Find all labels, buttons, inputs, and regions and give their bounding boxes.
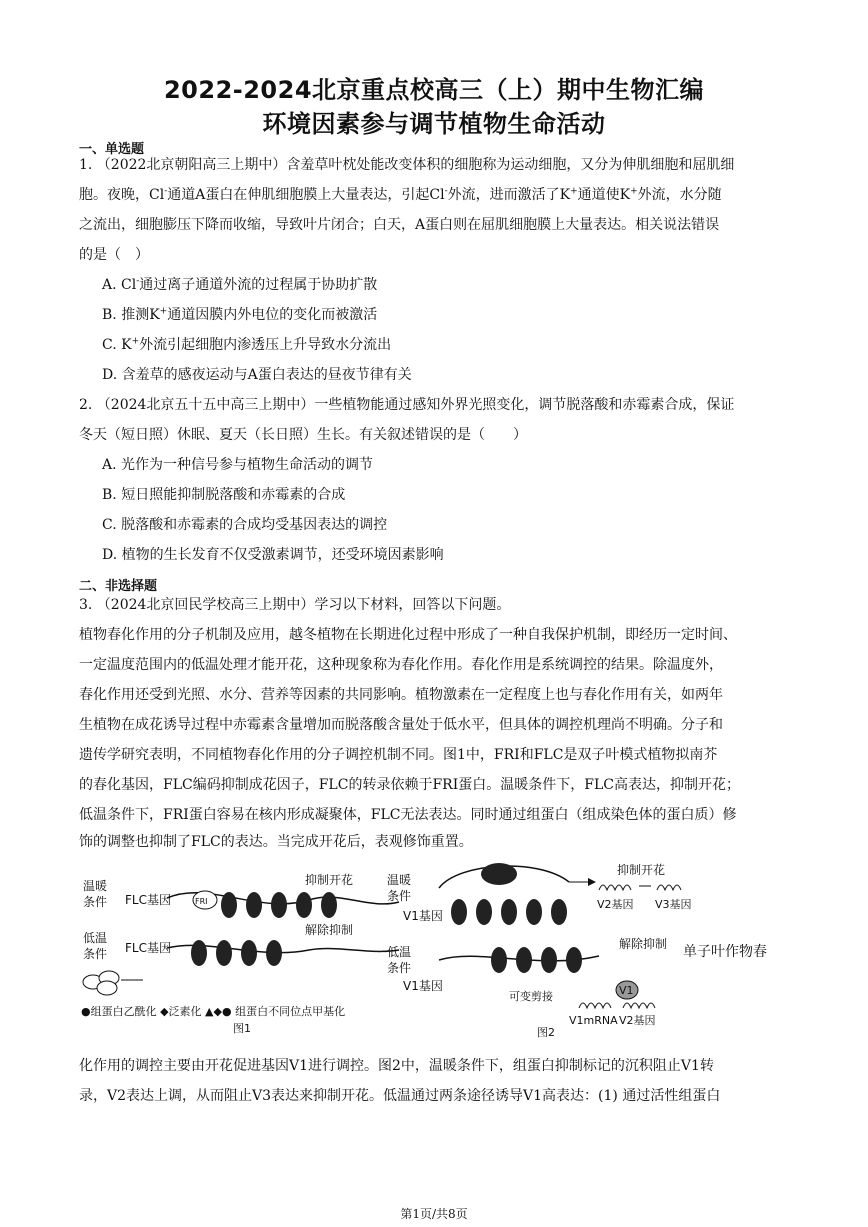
fig2-v3-gene: V3基因 xyxy=(655,898,692,911)
figures-1-2 xyxy=(79,860,799,1040)
page-footer: 第1页/共8页 xyxy=(400,1207,468,1221)
q3-passage-line10: 录，V2表达上调，从而阻止V3表达来抑制开花。低温通过两条途径诱导V1高表达：(1) 通过活性组蛋白 xyxy=(79,1088,721,1104)
fig1-warm-label-1: 温暖 xyxy=(83,879,108,893)
fig1-warm-label-2: 条件 xyxy=(83,895,108,909)
q3-stem-line1: 3. （2024北京回民学校高三上期中）学习以下材料，回答以下问题。 xyxy=(79,597,511,613)
fig2-v1-gene-bottom: V1基因 xyxy=(403,979,443,993)
fig2-v1-gene-top: V1基因 xyxy=(403,909,443,923)
q1-option-a: A. Cl-通过离子通道外流的过程属于协助扩散 xyxy=(102,276,378,293)
q3-passage-line2: 一定温度范围内的低温处理才能开花，这种现象称为春化作用。春化作用是系统调控的结果。除温度外， xyxy=(79,657,723,673)
fig1-flc-gene-top: FLC基因 xyxy=(125,893,171,907)
q1-option-d: D. 含羞草的感夜运动与A蛋白表达的昼夜节律有关 xyxy=(102,367,412,383)
fig2-v2-gene-bottom: V2基因 xyxy=(619,1014,656,1027)
fig2-release-label: 解除抑制 xyxy=(619,937,668,951)
q3-passage-line1: 植物春化作用的分子机制及应用，越冬植物在长期进化过程中形成了一种自我保护机制，即经历一定时间、 xyxy=(79,627,737,643)
fig2-v2-gene-top: V2基因 xyxy=(597,898,634,911)
fig2-nucleosomes-top xyxy=(451,899,567,925)
q2-option-c: C. 脱落酸和赤霉素的合成均受基因表达的调控 xyxy=(102,517,388,533)
q2-option-a: A. 光作为一种信号参与植物生命活动的调节 xyxy=(102,457,374,473)
q2-option-b: B. 短日照能抑制脱落酸和赤霉素的合成 xyxy=(102,487,346,503)
q1-stem-line1: 1. （2022北京朝阳高三上期中）含羞草叶枕处能改变体积的细胞称为运动细胞，又分为伸肌细胞和屈肌细 xyxy=(79,157,735,173)
fig1-fri-condensate xyxy=(83,971,119,995)
fig1-release-label: 解除抑制 xyxy=(305,923,354,937)
figure-1 xyxy=(81,872,399,1035)
fig1-cold-label-1: 低温 xyxy=(83,931,108,945)
q3-passage-line4: 生植物在成花诱导过程中赤霉素含量增加而脱落酸含量处于低水平，但具体的调控机理尚不明确。分子和 xyxy=(79,717,723,733)
fig2-splice-label: 可变剪接 xyxy=(509,990,553,1003)
fig2-repressor-complex xyxy=(481,863,517,885)
q2-stem-line1: 2. （2024北京五十五中高三上期中）一些植物能通过感知外界光照变化，调节脱落酸和赤霉素合成，保证 xyxy=(79,397,735,413)
q3-passage-line5: 遗传学研究表明，不同植物春化作用的分子调控机制不同。图1中，FRI和FLC是双子叶模式植物拟南芥 xyxy=(79,747,718,763)
fig1-cold-label-2: 条件 xyxy=(83,947,108,961)
fig2-v1-label: V1 xyxy=(619,984,634,997)
q1-stem-line2: 胞。夜晚，Cl-通道A蛋白在伸肌细胞膜上大量表达，引起Cl-外流，进而激活了K+通道使K+外流，水分随 xyxy=(79,186,722,203)
section-heading-single-choice: 一、单选题 xyxy=(79,142,145,157)
q1-stem-line4: 的是（ ） xyxy=(79,247,149,263)
fig2-warm-label-1: 温暖 xyxy=(387,873,412,887)
fig2-v1mrna: V1mRNA xyxy=(569,1014,618,1027)
fig2-caption: 图2 xyxy=(537,1026,555,1039)
fig1-caption: 图1 xyxy=(233,1022,251,1035)
section-heading-non-choice: 二、非选择题 xyxy=(79,579,158,594)
fig1-inhibit-label: 抑制开花 xyxy=(305,873,354,887)
fig1-flc-gene-bottom: FLC基因 xyxy=(125,941,171,955)
fig1-nucleosomes-top xyxy=(221,892,337,918)
q3-passage-line9: 化作用的调控主要由开花促进基因V1进行调控。图2中，温暖条件下，组蛋白抑制标记的沉积阻止V1转 xyxy=(79,1058,714,1074)
page-title: 2022-2024北京重点校高三（上）期中生物汇编 xyxy=(163,76,705,104)
q3-passage-line8: 饰的调整也抑制了FLC的表达。当完成开花后，表观修饰重置。 xyxy=(79,834,473,850)
fig2-inhibit-label: 抑制开花 xyxy=(617,863,666,877)
fig2-v3-gene-glyph xyxy=(657,885,681,890)
fig1-fri-top-label: FRI xyxy=(195,897,208,906)
q1-stem-line3: 之流出，细胞膨压下降而收缩，导致叶片闭合；白天，A蛋白则在屈肌细胞膜上大量表达。相关说法错误 xyxy=(79,217,720,233)
figure-2 xyxy=(387,862,767,1039)
fig1-legend: ●组蛋白乙酰化 ◆泛素化 ▲◆● 组蛋白不同位点甲基化 xyxy=(81,1005,346,1018)
q3-passage-line7: 低温条件下，FRI蛋白容易在核内形成凝聚体，FLC无法表达。同时通过组蛋白（组成染色体的蛋白质）修 xyxy=(79,807,737,823)
q1-option-b: B. 推测K+通道因膜内外电位的变化而被激活 xyxy=(102,306,378,323)
fig2-side-text: 单子叶作物春 xyxy=(683,944,767,960)
fig2-cold-label-2: 条件 xyxy=(387,961,412,975)
fig2-v2-gene-bottom-glyph xyxy=(623,1003,655,1008)
page-subtitle: 环境因素参与调节植物生命活动 xyxy=(262,110,606,138)
fig2-v1mrna-glyph xyxy=(579,1003,611,1008)
q2-option-d: D. 植物的生长发育不仅受激素调节，还受环境因素影响 xyxy=(102,547,444,563)
q3-passage-line3: 春化作用还受到光照、水分、营养等因素的共同影响。植物激素在一定程度上也与春化作用有关，如两年 xyxy=(79,687,723,703)
q2-stem-line2: 冬天（短日照）休眠、夏天（长日照）生长。有关叙述错误的是（ ） xyxy=(79,427,527,443)
q1-option-c: C. K+外流引起细胞内渗透压上升导致水分流出 xyxy=(102,336,392,353)
fig2-v2-gene-top-glyph xyxy=(599,885,631,890)
fig2-cold-label-1: 低温 xyxy=(387,945,412,959)
fig1-nucleosomes-bottom xyxy=(191,940,282,966)
q3-passage-line6: 的春化基因，FLC编码抑制成花因子，FLC的转录依赖于FRI蛋白。温暖条件下，FLC高表达，抑制开花； xyxy=(79,777,740,793)
fig2-warm-label-2: 条件 xyxy=(387,889,412,903)
